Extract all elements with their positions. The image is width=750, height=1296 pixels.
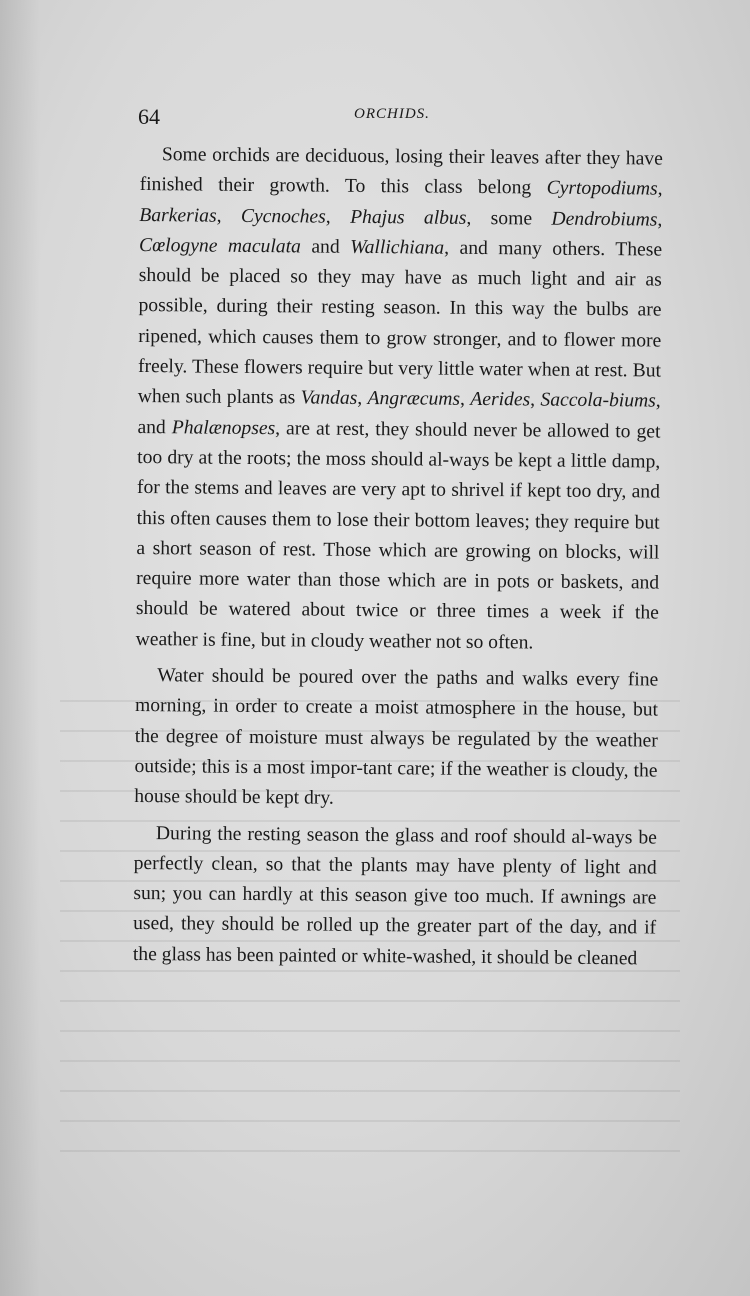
italic-term: Wallichiana <box>350 236 445 259</box>
italic-term: Barkerias <box>139 204 217 227</box>
text-run: and <box>300 236 351 258</box>
italic-term: Vandas <box>300 387 358 410</box>
paragraph <box>134 661 658 817</box>
text-run: , <box>530 389 541 411</box>
italic-term: Saccola-biums <box>540 389 656 412</box>
paragraph <box>133 819 657 975</box>
text-run: , <box>325 206 351 228</box>
text-run: , some <box>466 207 552 230</box>
text-run: Water should be poured over the paths and walks every fine morning, in order to create a moist atmosphere in the house, but the degree of moisture must always be regulated by the weather outside; this is a most impor-tant care; if the weather is cloudy, the house should be kept dry. <box>134 665 659 809</box>
italic-term: Cyrtopodiums <box>546 177 658 200</box>
italic-term: Phajus albus <box>350 206 467 229</box>
paragraph <box>136 140 663 660</box>
text-run: , <box>216 205 242 227</box>
page-edge-shadow <box>0 0 40 1296</box>
italic-term: Aerides <box>470 389 531 411</box>
italic-term: Cycnoches <box>240 205 326 228</box>
italic-term: Cœlogyne maculata <box>138 234 301 258</box>
text-run: , are at rest, they should never be allowed to get too dry at the roots; the moss should al-ways be kept a little damp, for the stems and leaves are very apt to shrivel if kept too dry, and this often causes them to lose their bottom leaves; they require but a short season of rest. Those which are growing on blocks, will require more water than those which are in pots or baskets, and should be watered about twice or three times a week if the weather is fine, but in cloudy weather not so often. <box>135 417 661 654</box>
page-number: 64 <box>138 104 160 129</box>
text-run: , <box>459 389 471 411</box>
text-run: During the resting season the glass and roof should al-ways be perfectly clean, so that the plants may have plenty of light and sun; you can hardly at this season give too much. If awnings are used, they should be rolled up the greater part of the day, and if the glass has been painted or white-washed, it should be cleaned <box>132 822 658 970</box>
running-title: ORCHIDS. <box>354 106 430 122</box>
text-run: , <box>357 388 368 410</box>
italic-term: Angræcums <box>367 388 461 411</box>
text-run: , <box>657 178 663 200</box>
text-run: , and <box>137 390 661 438</box>
text-run: Some orchids are deciduous, losing their leaves after they have finished their growth. To this class belong <box>139 144 663 199</box>
italic-term: Phalænopses <box>171 416 276 439</box>
text-run: , <box>657 209 663 231</box>
text-run: , and many others. These should be placed so they may have as much light and air as possible, during their resting season. In this way the bulbs are ripened, which causes them to grow stronger, and to flower more freely. These flowers require but very little water when at rest. But when such plants as <box>137 237 663 409</box>
italic-term: Dendrobiums <box>551 208 658 231</box>
body-text <box>133 140 663 981</box>
